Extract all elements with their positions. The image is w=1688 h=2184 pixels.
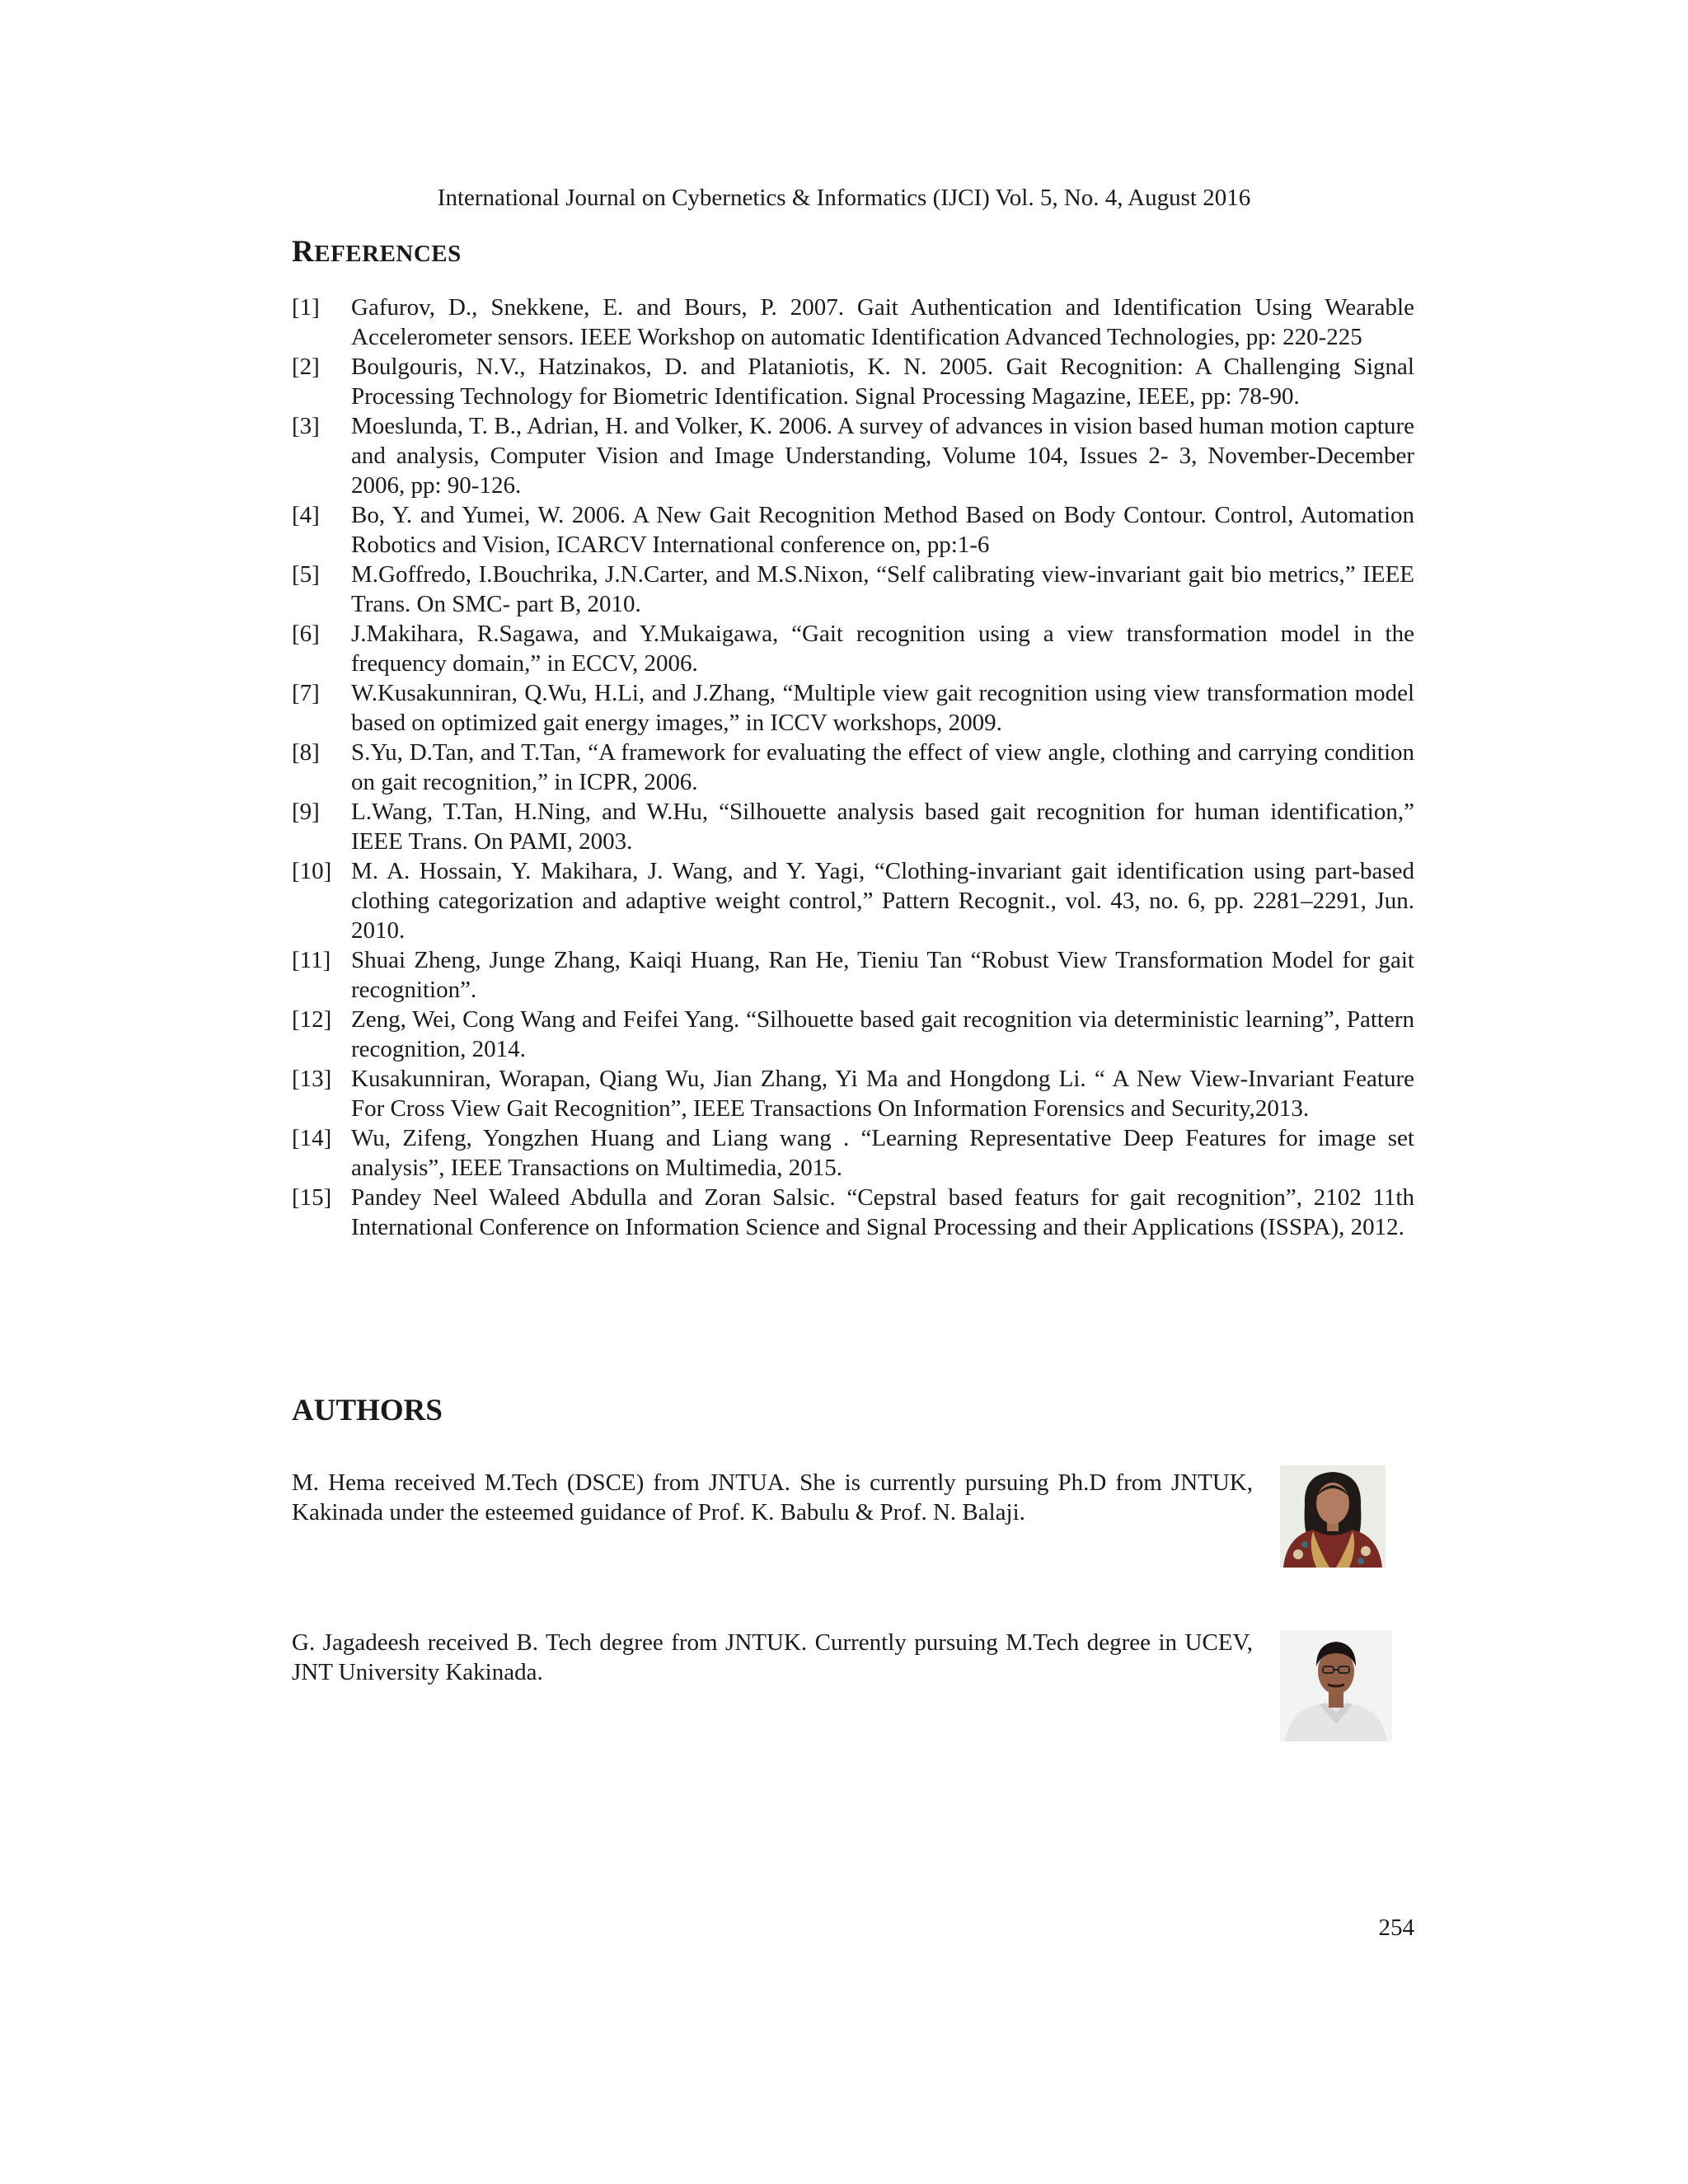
reference-number: [7]: [292, 680, 320, 706]
reference-list: [292, 293, 1414, 1242]
reference-number: [4]: [292, 502, 320, 528]
reference-text: Zeng, Wei, Cong Wang and Feifei Yang. “Silhouette based gait recognition via deterministic learning”, Pattern recognition, 2014.: [351, 1006, 1414, 1062]
reference-item: [292, 352, 1414, 411]
author-bio: G. Jagadeesh received B. Tech degree from JNTUK. Currently pursuing M.Tech degree in UCEV, JNT University Kakinada.: [292, 1629, 1253, 1685]
reference-number: [9]: [292, 799, 320, 825]
reference-item: [292, 678, 1414, 738]
reference-number: [13]: [292, 1066, 332, 1092]
reference-item: [292, 619, 1414, 678]
reference-item: [292, 411, 1414, 500]
reference-text: Wu, Zifeng, Yongzhen Huang and Liang wang . “Learning Representative Deep Features for image set analysis”, IEEE Transactions on Multimedia, 2015.: [351, 1125, 1414, 1181]
author-photo: [1280, 1630, 1392, 1741]
page-number: 254: [1378, 1915, 1414, 1941]
reference-item: [292, 1005, 1414, 1064]
reference-number: [12]: [292, 1006, 332, 1033]
reference-text: Gafurov, D., Snekkene, E. and Bours, P. 2007. Gait Authentication and Identification Using Wearable Accelerometer sensors. IEEE Workshop on automatic Identification Advanced Technologies, pp: 220-225: [351, 294, 1414, 350]
references-heading-initial: R: [292, 235, 315, 269]
reference-item: [292, 293, 1414, 352]
author-portrait-image: [1280, 1630, 1392, 1741]
reference-text: M.Goffredo, I.Bouchrika, J.N.Carter, and M.S.Nixon, “Self calibrating view-invariant gait bio metrics,” IEEE Trans. On SMC- part B, 2010.: [351, 561, 1414, 617]
reference-item: [292, 1064, 1414, 1123]
reference-number: [8]: [292, 739, 320, 766]
reference-text: M. A. Hossain, Y. Makihara, J. Wang, and Y. Yagi, “Clothing-invariant gait identification using part-based clothing categorization and adaptive weight control,” Pattern Recognit., vol. 43, no. 6, pp. 2281–2291, Jun. 2010.: [351, 858, 1414, 944]
reference-number: [1]: [292, 294, 320, 321]
author-photo: [1280, 1465, 1386, 1568]
reference-number: [2]: [292, 354, 320, 380]
reference-item: [292, 738, 1414, 797]
reference-number: [3]: [292, 413, 320, 439]
reference-text: Shuai Zheng, Junge Zhang, Kaiqi Huang, Ran He, Tieniu Tan “Robust View Transformation Model for gait recognition”.: [351, 947, 1414, 1003]
reference-number: [14]: [292, 1125, 332, 1151]
reference-text: W.Kusakunniran, Q.Wu, H.Li, and J.Zhang, “Multiple view gait recognition using view transformation model based on optimized gait energy images,” in ICCV workshops, 2009.: [351, 680, 1414, 736]
reference-number: [5]: [292, 561, 320, 588]
reference-item: [292, 500, 1414, 560]
reference-item: [292, 797, 1414, 856]
reference-text: S.Yu, D.Tan, and T.Tan, “A framework for evaluating the effect of view angle, clothing and carrying condition on gait recognition,” in ICPR, 2006.: [351, 739, 1414, 795]
reference-text: Moeslunda, T. B., Adrian, H. and Volker, K. 2006. A survey of advances in vision based human motion capture and analysis, Computer Vision and Image Understanding, Volume 104, Issues 2- 3, November-December 2006, pp: 90-126.: [351, 413, 1414, 499]
reference-text: Pandey Neel Waleed Abdulla and Zoran Salsic. “Cepstral based featurs for gait recognition”, 2102 11th International Conference on Information Science and Signal Processing and their Applications (ISSPA), 2012.: [351, 1184, 1414, 1240]
reference-item: [292, 945, 1414, 1005]
reference-text: Kusakunniran, Worapan, Qiang Wu, Jian Zhang, Yi Ma and Hongdong Li. “ A New View-Invariant Feature For Cross View Gait Recognition”, IEEE Transactions On Information Forensics and Security,2013.: [351, 1066, 1414, 1122]
references-heading-rest: EFERENCES: [314, 241, 462, 267]
references-heading: [292, 236, 462, 270]
reference-number: [11]: [292, 947, 331, 973]
reference-number: [6]: [292, 621, 320, 647]
reference-item: [292, 856, 1414, 945]
reference-number: [15]: [292, 1184, 332, 1211]
author-portrait-image: [1280, 1465, 1386, 1568]
author-bio: M. Hema received M.Tech (DSCE) from JNTUA. She is currently pursuing Ph.D from JNTUK, Kakinada under the esteemed guidance of Prof. K. Babulu & Prof. N. Balaji.: [292, 1469, 1253, 1526]
reference-number: [10]: [292, 858, 332, 884]
reference-item: [292, 1183, 1414, 1242]
reference-text: J.Makihara, R.Sagawa, and Y.Mukaigawa, “Gait recognition using a view transformation model in the frequency domain,” in ECCV, 2006.: [351, 621, 1414, 677]
authors-heading: AUTHORS: [292, 1394, 443, 1427]
reference-text: Boulgouris, N.V., Hatzinakos, D. and Plataniotis, K. N. 2005. Gait Recognition: A Challenging Signal Processing Technology for Biometric Identification. Signal Processing Magazine, IEEE, pp: 78-90.: [351, 354, 1414, 410]
reference-text: L.Wang, T.Tan, H.Ning, and W.Hu, “Silhouette analysis based gait recognition for human identification,” IEEE Trans. On PAMI, 2003.: [351, 799, 1414, 855]
running-header: International Journal on Cybernetics & Informatics (IJCI) Vol. 5, No. 4, August 2016: [437, 185, 1251, 211]
reference-item: [292, 1123, 1414, 1183]
reference-text: Bo, Y. and Yumei, W. 2006. A New Gait Recognition Method Based on Body Contour. Control, Automation Robotics and Vision, ICARCV International conference on, pp:1-6: [351, 502, 1414, 558]
reference-item: [292, 560, 1414, 619]
